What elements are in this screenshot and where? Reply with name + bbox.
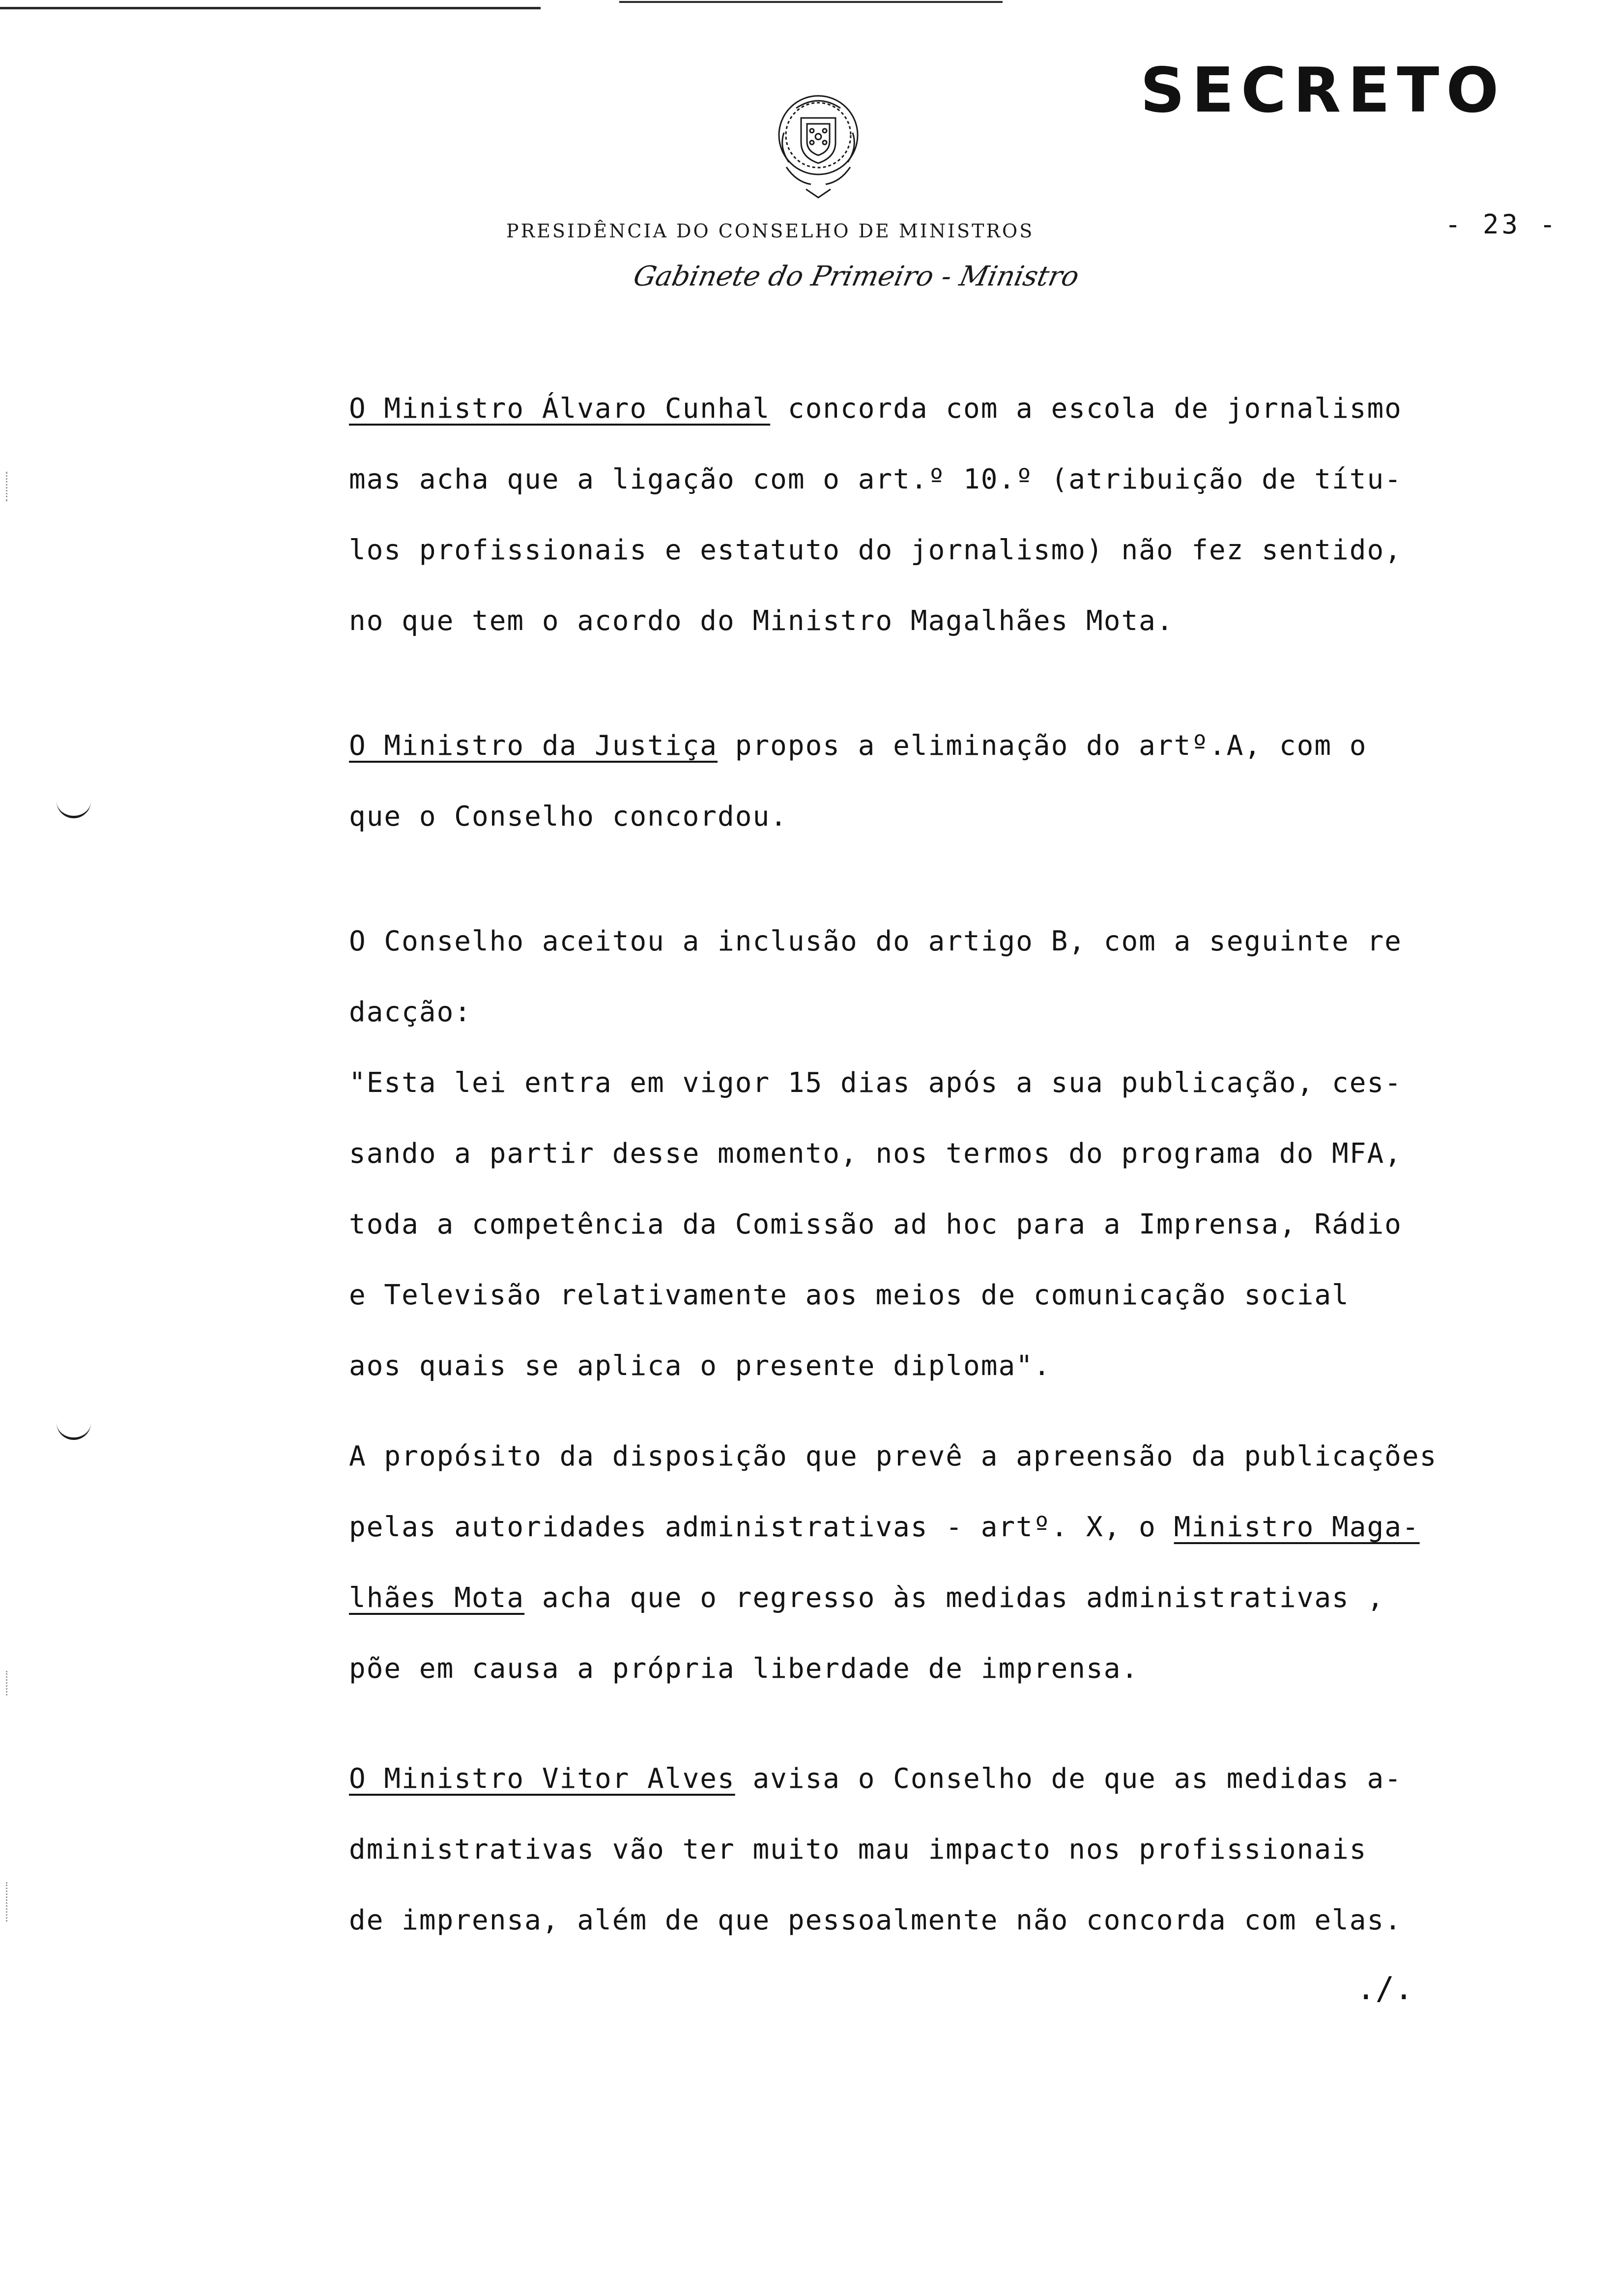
margin-speckle xyxy=(6,1882,9,1922)
text-line: mas acha que a ligação com o art.º 10.º (atribuição de títu- xyxy=(349,463,1402,495)
text-line: que o Conselho concordou. xyxy=(349,801,788,832)
minister-name: O Ministro Vitor Alves xyxy=(349,1763,735,1795)
paragraph-gap xyxy=(349,657,1494,711)
text-line: dacção: xyxy=(349,996,472,1028)
institution-heading: PRESIDÊNCIA DO CONSELHO DE MINISTROS xyxy=(506,220,1035,242)
scan-artifact-line xyxy=(0,7,541,9)
document-body xyxy=(349,373,1494,1956)
paragraph-gap xyxy=(349,852,1494,906)
text-line: no que tem o acordo do Ministro Magalhães Mota. xyxy=(349,605,1174,637)
line-text: propos a eliminação do artº.A, com o xyxy=(718,730,1367,762)
text-line: dministrativas vão ter muito mau impacto nos profissionais xyxy=(349,1834,1367,1866)
text-line: põe em causa a própria liberdade de imprensa. xyxy=(349,1653,1139,1685)
text-line xyxy=(349,1492,1494,1563)
minister-name: lhães Mota xyxy=(349,1582,525,1614)
scan-artifact-line xyxy=(619,1,1003,3)
margin-speckle xyxy=(6,1671,9,1695)
classification-stamp: SECRETO xyxy=(1140,54,1506,126)
paragraph-gap xyxy=(349,1704,1494,1744)
text-line xyxy=(349,711,1494,781)
minister-name: O Ministro Álvaro Cunhal xyxy=(349,393,771,425)
quoted-text-line: e Televisão relativamente aos meios de comunicação social xyxy=(349,1279,1350,1311)
minister-name: Ministro Maga- xyxy=(1174,1511,1420,1543)
text-line: los profissionais e estatuto do jornalismo) não fez sentido, xyxy=(349,534,1402,566)
text-line: de imprensa, além de que pessoalmente não concorda com elas. xyxy=(349,1904,1402,1936)
text-line: A propósito da disposição que prevê a apreensão da publicações xyxy=(349,1440,1438,1472)
paragraph-gap xyxy=(349,1402,1494,1421)
quoted-text-line: sando a partir desse momento, nos termos do programa do MFA, xyxy=(349,1138,1402,1170)
binder-hole-mark xyxy=(57,1423,91,1440)
paragraph xyxy=(349,711,1494,852)
binder-hole-mark xyxy=(57,801,91,818)
quoted-text-line: toda a competência da Comissão ad hoc para a Imprensa, Rádio xyxy=(349,1208,1402,1240)
text-line xyxy=(349,1744,1494,1814)
paragraph xyxy=(349,906,1494,1402)
text-line: O Conselho aceitou a inclusão do artigo B, com a seguinte re xyxy=(349,925,1402,957)
paragraph xyxy=(349,1421,1494,1704)
coat-of-arms-seal xyxy=(767,84,870,201)
line-text: avisa o Conselho de que as medidas a- xyxy=(735,1763,1402,1795)
quoted-text-line: "Esta lei entra em vigor 15 dias após a sua publicação, ces- xyxy=(349,1067,1402,1099)
text-line xyxy=(349,373,1494,444)
page-number: - 23 - xyxy=(1445,209,1559,240)
paragraph xyxy=(349,1744,1494,1956)
paragraph xyxy=(349,373,1494,657)
line-text: concorda com a escola de jornalismo xyxy=(770,393,1402,425)
office-signature-line: Gabinete do Primeiro - Ministro xyxy=(631,260,1082,292)
text-line xyxy=(349,1563,1494,1634)
line-text: pelas autoridades administrativas - artº. X, o xyxy=(349,1511,1174,1543)
quoted-text-line: aos quais se aplica o presente diploma". xyxy=(349,1350,1051,1382)
margin-speckle xyxy=(6,472,9,501)
continuation-mark: ./. xyxy=(1356,1971,1413,2007)
minister-name: O Ministro da Justiça xyxy=(349,730,718,762)
line-text: acha que o regresso às medidas administrativas , xyxy=(524,1582,1385,1614)
